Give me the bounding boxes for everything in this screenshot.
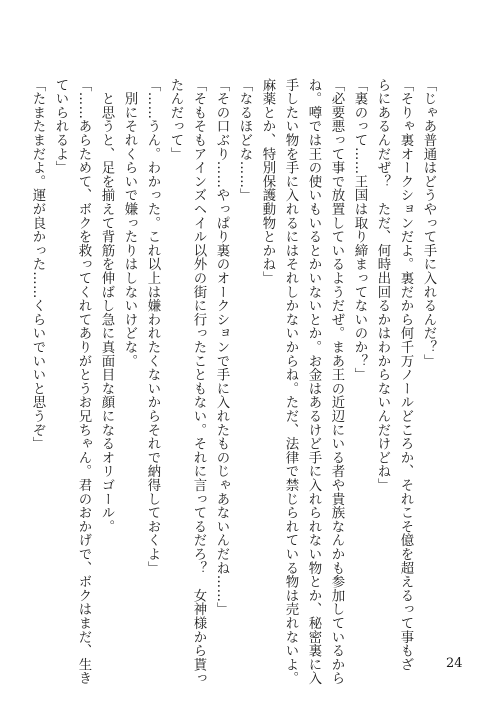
- text-line-18: 「たまたまだよ。運が良かった……くらいでいいと思うぞ」: [30, 78, 45, 451]
- text-line-8: 麻薬とか、特別保護動物とかね」: [260, 78, 275, 285]
- text-line-13: 「……うん。わかった。これ以上は嫌われたくないからそれで納得しておくよ」: [145, 78, 160, 575]
- text-line-9: 「なるほどな……」: [237, 78, 252, 203]
- text-line-2: 「そりゃ裏オークションだよ。裏だから何千万ノールどころか、それこそ億を超えるって事もざ: [398, 78, 413, 672]
- text-line-14: 別にそれくらいで嫌ったりはしないけどな。: [122, 78, 137, 368]
- text-line-7: 手したい物を手に入れるにはそれしかないからね。ただ、法律で禁じられている物は売れないよ。: [283, 78, 298, 686]
- text-line-5: 「必要悪って事で放置しているようだぜ。まあ王の近辺にいる者や貴族なんかも参加しているから: [329, 78, 344, 686]
- text-line-17: ていられるよ」: [53, 78, 68, 175]
- text-line-12: たんだって」: [168, 78, 183, 161]
- text-line-3: らにあるんだぜ？ ただ、何時出回るかはわからないんだけどね」: [375, 78, 390, 492]
- text-line-15: と思うと、足を揃えて背筋を伸ばし急に真面目な顔になるオリゴール。: [99, 78, 114, 534]
- text-line-11: 「そもそもアインズヘイル以外の街に行ったこともない。それに言ってるだろ？ 女神様から貰っ: [191, 78, 206, 686]
- page-number: 24: [446, 656, 463, 671]
- text-line-6: ね。噂では王の使いもいるとかいないとか。お金はあるけど手に入れられない物とか、秘密裏に入: [306, 78, 321, 686]
- vertical-text-body: [26, 78, 440, 686]
- text-line-4: 「裏のって……王国は取り締まってないのか？」: [352, 78, 367, 382]
- text-line-16: 「……あらためて、ボクを救ってくれてありがとうお兄ちゃん。君のおかげで、ボクはまだ、生き: [76, 78, 91, 686]
- text-line-1: 「じゃあ普通はどうやって手に入れるんだ？」: [421, 78, 436, 368]
- text-line-10: 「その口ぶり……やっぱり裏のオークションで手に入れたものじゃあないんだね……」: [214, 78, 229, 617]
